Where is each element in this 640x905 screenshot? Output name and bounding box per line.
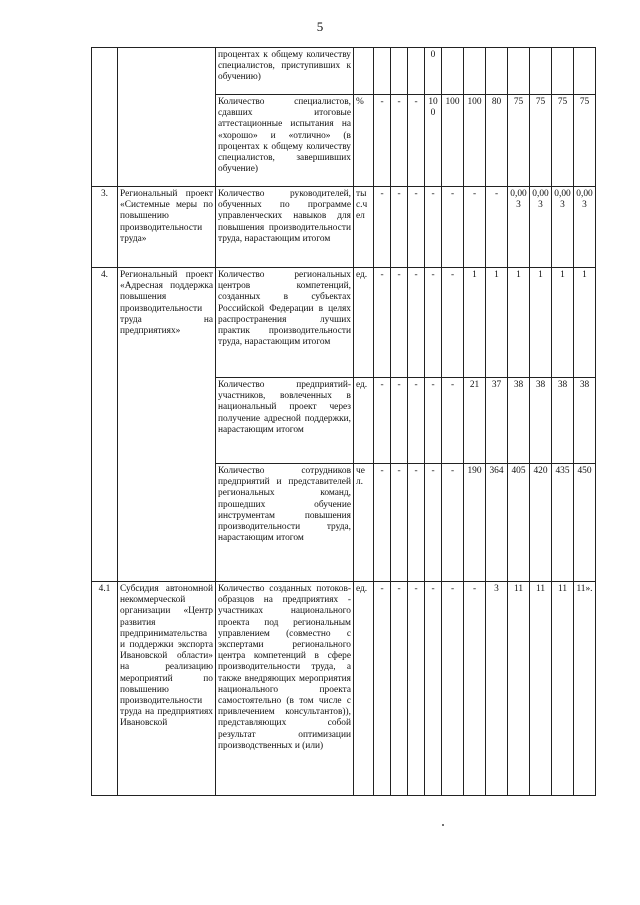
value-cell: 420 <box>530 464 552 582</box>
value-cell: - <box>391 582 408 796</box>
table-row <box>92 268 596 378</box>
value-cell: 1 <box>552 268 574 378</box>
value-cell: 364 <box>486 464 508 582</box>
value-cell: 0 <box>425 48 442 95</box>
value-cell: - <box>391 464 408 582</box>
scan-speck <box>442 824 444 826</box>
value-cell: 190 <box>464 464 486 582</box>
value-cell: 38 <box>508 378 530 464</box>
value-cell: 450 <box>574 464 596 582</box>
value-cell: - <box>391 268 408 378</box>
value-cell: - <box>425 582 442 796</box>
value-cell: - <box>408 582 425 796</box>
value-cell: - <box>425 378 442 464</box>
value-cell <box>486 48 508 95</box>
row-number-cell: 3. <box>92 187 118 268</box>
indicator-cell: Количество предприятий-участников, вовлеченных в национальный проект через получение адресной поддержки, нарастающим итогом <box>216 378 354 464</box>
value-cell: 1 <box>508 268 530 378</box>
value-cell: - <box>464 187 486 268</box>
unit-cell: тыс.чел <box>354 187 374 268</box>
value-cell: 75 <box>530 95 552 187</box>
value-cell: - <box>374 95 391 187</box>
value-cell: 1 <box>464 268 486 378</box>
value-cell: - <box>374 464 391 582</box>
value-cell: - <box>391 95 408 187</box>
indicators-table <box>91 47 596 796</box>
value-cell <box>530 48 552 95</box>
value-cell: 11 <box>508 582 530 796</box>
value-cell: 75 <box>574 95 596 187</box>
value-cell: 1 <box>486 268 508 378</box>
value-cell: - <box>391 378 408 464</box>
value-cell: 38 <box>530 378 552 464</box>
value-cell <box>552 48 574 95</box>
value-cell: - <box>374 187 391 268</box>
row-number-cell <box>92 48 118 187</box>
indicator-cell: процентах к общему количеству специалистов, приступивших к обучению) <box>216 48 354 95</box>
value-cell: 1 <box>530 268 552 378</box>
value-cell: 1 <box>574 268 596 378</box>
indicator-cell: Количество созданных потоков-образцов на предприятиях - участниках национального проекта под региональным управлением (совместно с экспертами регионального центра компетенций в сфере производительности труда, а также внедряющих мероприятия национального проекта самостоятельно (в том числе с привлечением консультантов)), представляющих собой результат оптимизации производственных и (или) <box>216 582 354 796</box>
value-cell: - <box>374 378 391 464</box>
page-number: 5 <box>316 19 324 34</box>
indicator-cell: Количество специалистов, сдавших итоговые аттестационные испытания на «хорошо» и «отлично» (в процентах к общему количеству специалистов, завершивших обучение) <box>216 95 354 187</box>
value-cell: 21 <box>464 378 486 464</box>
value-cell: 11 <box>552 582 574 796</box>
value-cell: - <box>425 464 442 582</box>
project-name-cell: Региональный проект «Системные меры по повышению производительности труда» <box>118 187 216 268</box>
value-cell: 38 <box>552 378 574 464</box>
value-cell: 37 <box>486 378 508 464</box>
value-cell: - <box>442 464 464 582</box>
unit-cell <box>354 48 374 95</box>
value-cell <box>391 48 408 95</box>
value-cell <box>464 48 486 95</box>
value-cell: - <box>408 95 425 187</box>
table-body <box>92 48 596 796</box>
value-cell: 38 <box>574 378 596 464</box>
value-cell: 0,003 <box>552 187 574 268</box>
value-cell: - <box>408 378 425 464</box>
unit-cell: ед. <box>354 268 374 378</box>
row-number-cell: 4. <box>92 268 118 582</box>
unit-cell: ед. <box>354 378 374 464</box>
value-cell: 75 <box>552 95 574 187</box>
table-row <box>92 48 596 95</box>
table-row <box>92 582 596 796</box>
value-cell: - <box>464 582 486 796</box>
value-cell: 11». <box>574 582 596 796</box>
value-cell: 435 <box>552 464 574 582</box>
value-cell <box>574 48 596 95</box>
value-cell: 75 <box>508 95 530 187</box>
value-cell <box>442 48 464 95</box>
value-cell: 0,003 <box>574 187 596 268</box>
value-cell: - <box>486 187 508 268</box>
value-cell <box>408 48 425 95</box>
value-cell: 100 <box>425 95 442 187</box>
row-number-cell: 4.1 <box>92 582 118 796</box>
value-cell: 405 <box>508 464 530 582</box>
indicator-cell: Количество региональных центров компетенций, созданных в субъектах Российской Федерации в целях распространения лучших практик производительности труда, нарастающим итогом <box>216 268 354 378</box>
value-cell: 11 <box>530 582 552 796</box>
value-cell: - <box>442 187 464 268</box>
value-cell: - <box>425 187 442 268</box>
value-cell: 80 <box>486 95 508 187</box>
value-cell: - <box>425 268 442 378</box>
value-cell: - <box>442 582 464 796</box>
indicator-cell: Количество сотрудников предприятий и представителей региональных команд, прошедших обучение инструментам повышения производительности труда, нарастающим итогом <box>216 464 354 582</box>
value-cell: - <box>408 187 425 268</box>
value-cell: - <box>391 187 408 268</box>
value-cell: - <box>374 268 391 378</box>
value-cell: - <box>408 268 425 378</box>
value-cell <box>374 48 391 95</box>
unit-cell: % <box>354 95 374 187</box>
value-cell: - <box>442 378 464 464</box>
value-cell: 100 <box>464 95 486 187</box>
value-cell: - <box>408 464 425 582</box>
project-name-cell: Субсидия автономной некоммерческой организации «Центр развития предпринимательства и поддержки экспорта Ивановской области» на реализацию мероприятий по повышению производительности труда на предприятиях Ивановской <box>118 582 216 796</box>
value-cell: - <box>442 268 464 378</box>
value-cell <box>508 48 530 95</box>
value-cell: 0,003 <box>530 187 552 268</box>
value-cell: 100 <box>442 95 464 187</box>
value-cell: 3 <box>486 582 508 796</box>
value-cell: - <box>374 582 391 796</box>
value-cell: 0,003 <box>508 187 530 268</box>
indicator-cell: Количество руководителей, обученных по программе управленческих навыков для повышения производительности труда, нарастающим итогом <box>216 187 354 268</box>
project-name-cell: Региональный проект «Адресная поддержка повышения производительности труда на предприятиях» <box>118 268 216 582</box>
table-row <box>92 187 596 268</box>
unit-cell: ед. <box>354 582 374 796</box>
unit-cell: чел. <box>354 464 374 582</box>
project-name-cell <box>118 48 216 187</box>
